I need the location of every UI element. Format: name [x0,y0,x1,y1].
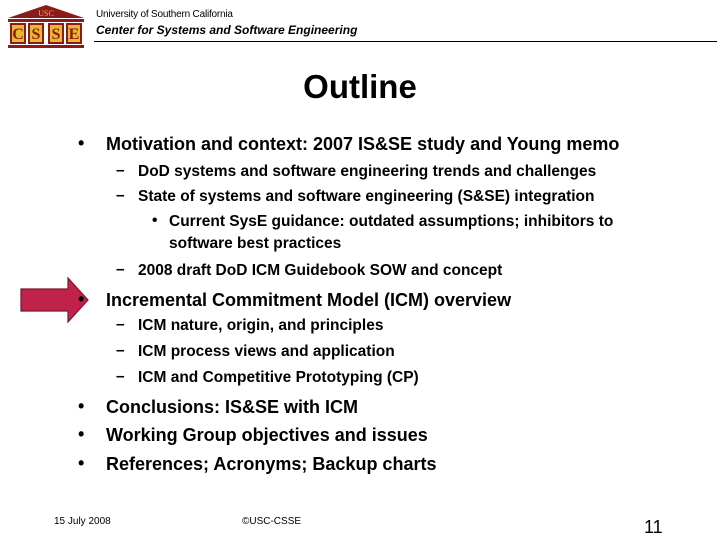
outline-subitem-text: State of systems and software engineering (S&SE) integration [138,188,595,205]
outline-subitem-text: 2008 draft DoD ICM Guidebook SOW and concept [138,262,503,279]
bullet-icon: • [78,453,85,473]
outline-subsubitem-text: Current SysE guidance: outdated assumptions; inhibitors to [169,213,614,230]
logo-columns [10,23,82,44]
footer-copyright: ©USC-CSSE [242,516,302,527]
outline-item-text: References; Acronyms; Backup charts [106,454,437,474]
dash-icon: – [116,162,125,179]
outline-subitem-text: ICM process views and application [138,343,395,360]
bullet-icon: • [152,212,158,229]
bullet-icon: • [78,424,85,444]
outline-subsubitem-text: software best practices [169,235,342,252]
logo-letter: E [68,26,80,43]
outline-subitem-text: DoD systems and software engineering trends and challenges [138,163,597,180]
outline-item-text: Motivation and context: 2007 IS&SE study and Young memo [106,134,620,154]
dash-icon: – [116,368,125,385]
outline-item-text: Working Group objectives and issues [106,425,428,445]
center-name: Center for Systems and Software Engineering [96,23,358,37]
dash-icon: – [116,342,125,359]
outline-subitem-text: ICM and Competitive Prototyping (CP) [138,369,419,386]
dash-icon: – [116,187,125,204]
bullet-icon: • [78,289,85,309]
dash-icon: – [116,261,125,278]
outline-item-text: Incremental Commitment Model (ICM) overview [106,290,512,310]
university-name: University of Southern California [96,9,233,20]
usc-csse-logo [6,4,86,48]
bullet-icon: • [78,133,85,153]
outline-item-text: Conclusions: IS&SE with ICM [106,397,359,417]
logo-letter: S [31,26,41,43]
footer-date: 15 July 2008 [54,516,111,527]
logo-usc-text: USC [38,9,54,18]
slide-title: Outline [303,68,417,105]
outline-subitem-text: ICM nature, origin, and principles [138,317,384,334]
logo-letter: S [51,26,61,43]
dash-icon: – [116,316,125,333]
header-divider [94,41,717,42]
page-number: 11 [644,517,663,537]
bullet-icon: • [78,396,85,416]
logo-letter: C [12,26,24,43]
